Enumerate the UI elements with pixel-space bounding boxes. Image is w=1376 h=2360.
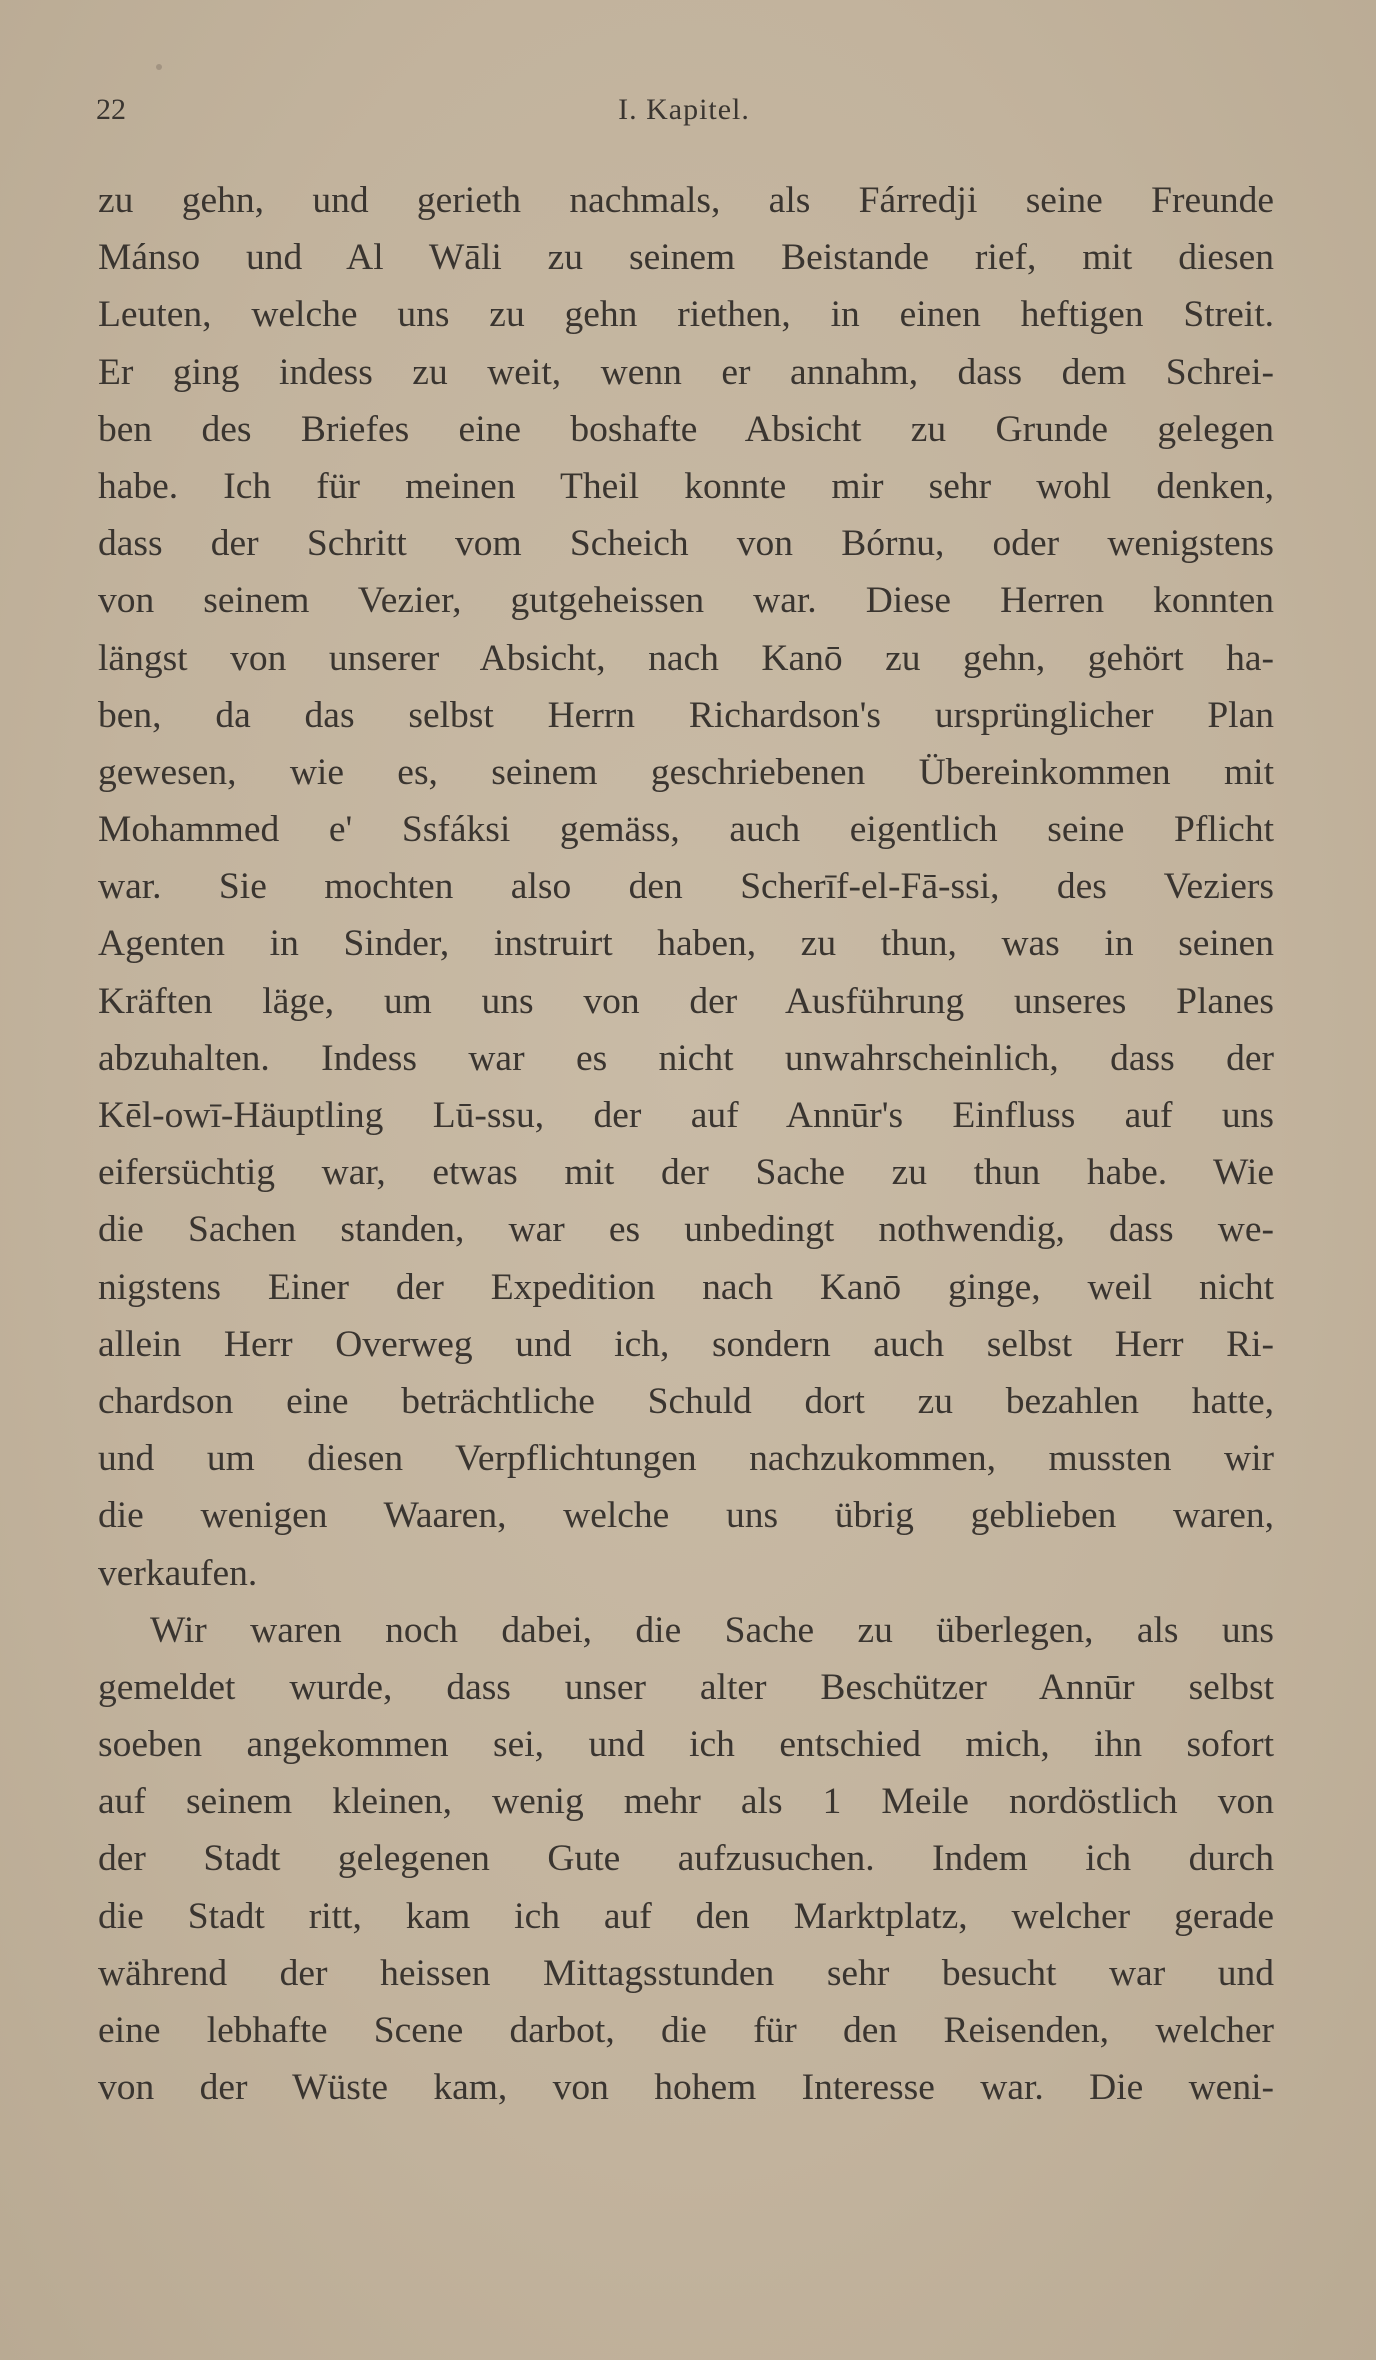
text-line: Mánso und Al Wāli zu seinem Beistande rief, mit diesen: [98, 237, 1274, 279]
paper-speck: [156, 64, 162, 70]
text-line: ben des Briefes eine boshafte Absicht zu Grunde gelegen: [98, 408, 1274, 450]
text-line: nigstens Einer der Expedition nach Kanō ginge, weil nicht: [98, 1266, 1274, 1308]
page-header: [96, 88, 1272, 132]
text-line: und um diesen Verpflichtungen nachzukommen, mussten wir: [98, 1438, 1274, 1480]
text-line: habe. Ich für meinen Theil konnte mir sehr wohl denken,: [98, 465, 1274, 507]
text-line: Er ging indess zu weit, wenn er annahm, dass dem Schrei-: [98, 351, 1274, 393]
text-line: auf seinem kleinen, wenig mehr als 1 Meile nordöstlich von: [98, 1781, 1274, 1823]
text-line: eifersüchtig war, etwas mit der Sache zu thun habe. Wie: [98, 1152, 1274, 1194]
text-line: Wir waren noch dabei, die Sache zu überlegen, als uns: [150, 1609, 1274, 1651]
text-line: Kräften läge, um uns von der Ausführung unseres Planes: [98, 980, 1274, 1022]
text-line: chardson eine beträchtliche Schuld dort zu bezahlen hatte,: [98, 1380, 1274, 1422]
text-line: verkaufen.: [98, 1552, 258, 1594]
text-line: der Stadt gelegenen Gute aufzusuchen. Indem ich durch: [98, 1838, 1274, 1880]
text-line: war. Sie mochten also den Scherīf-el-Fā-ssi, des Veziers: [98, 866, 1274, 908]
text-line: soeben angekommen sei, und ich entschied mich, ihn sofort: [98, 1724, 1274, 1766]
text-line: abzuhalten. Indess war es nicht unwahrscheinlich, dass der: [98, 1037, 1274, 1079]
text-line: die wenigen Waaren, welche uns übrig geblieben waren,: [98, 1495, 1274, 1537]
text-line: zu gehn, und gerieth nachmals, als Fárredji seine Freunde: [98, 180, 1274, 221]
text-line: Leuten, welche uns zu gehn riethen, in einen heftigen Streit.: [98, 294, 1274, 336]
body-text: [98, 172, 1274, 2116]
text-line: ben, da das selbst Herrn Richardson's ursprünglicher Plan: [98, 694, 1274, 736]
text-line: Agenten in Sinder, instruirt haben, zu thun, was in seinen: [98, 923, 1274, 965]
text-line: gemeldet wurde, dass unser alter Beschützer Annūr selbst: [98, 1666, 1274, 1708]
text-line: die Sachen standen, war es unbedingt nothwendig, dass we-: [98, 1209, 1274, 1251]
text-line: Kēl-owī-Häuptling Lū-ssu, der auf Annūr's Einfluss auf uns: [98, 1095, 1274, 1136]
text-line: Mohammed e' Ssfáksi gemäss, auch eigentlich seine Pflicht: [98, 809, 1274, 851]
text-line: während der heissen Mittagsstunden sehr besucht war und: [98, 1952, 1274, 1994]
text-line: von der Wüste kam, von hohem Interesse war. Die weni-: [98, 2067, 1274, 2109]
text-line: von seinem Vezier, gutgeheissen war. Diese Herren konnten: [98, 580, 1274, 622]
text-line: die Stadt ritt, kam ich auf den Marktplatz, welcher gerade: [98, 1895, 1274, 1937]
text-line: gewesen, wie es, seinem geschriebenen Übereinkommen mit: [98, 751, 1274, 793]
text-line: längst von unserer Absicht, nach Kanō zu gehn, gehört ha-: [98, 637, 1274, 679]
page-number: 22: [96, 93, 126, 126]
text-line: eine lebhafte Scene darbot, die für den Reisenden, welcher: [98, 2010, 1274, 2051]
running-head: I. Kapitel.: [618, 93, 750, 126]
text-line: dass der Schritt vom Scheich von Bórnu, oder wenigstens: [98, 523, 1274, 565]
text-line: allein Herr Overweg und ich, sondern auch selbst Herr Ri-: [98, 1323, 1274, 1365]
